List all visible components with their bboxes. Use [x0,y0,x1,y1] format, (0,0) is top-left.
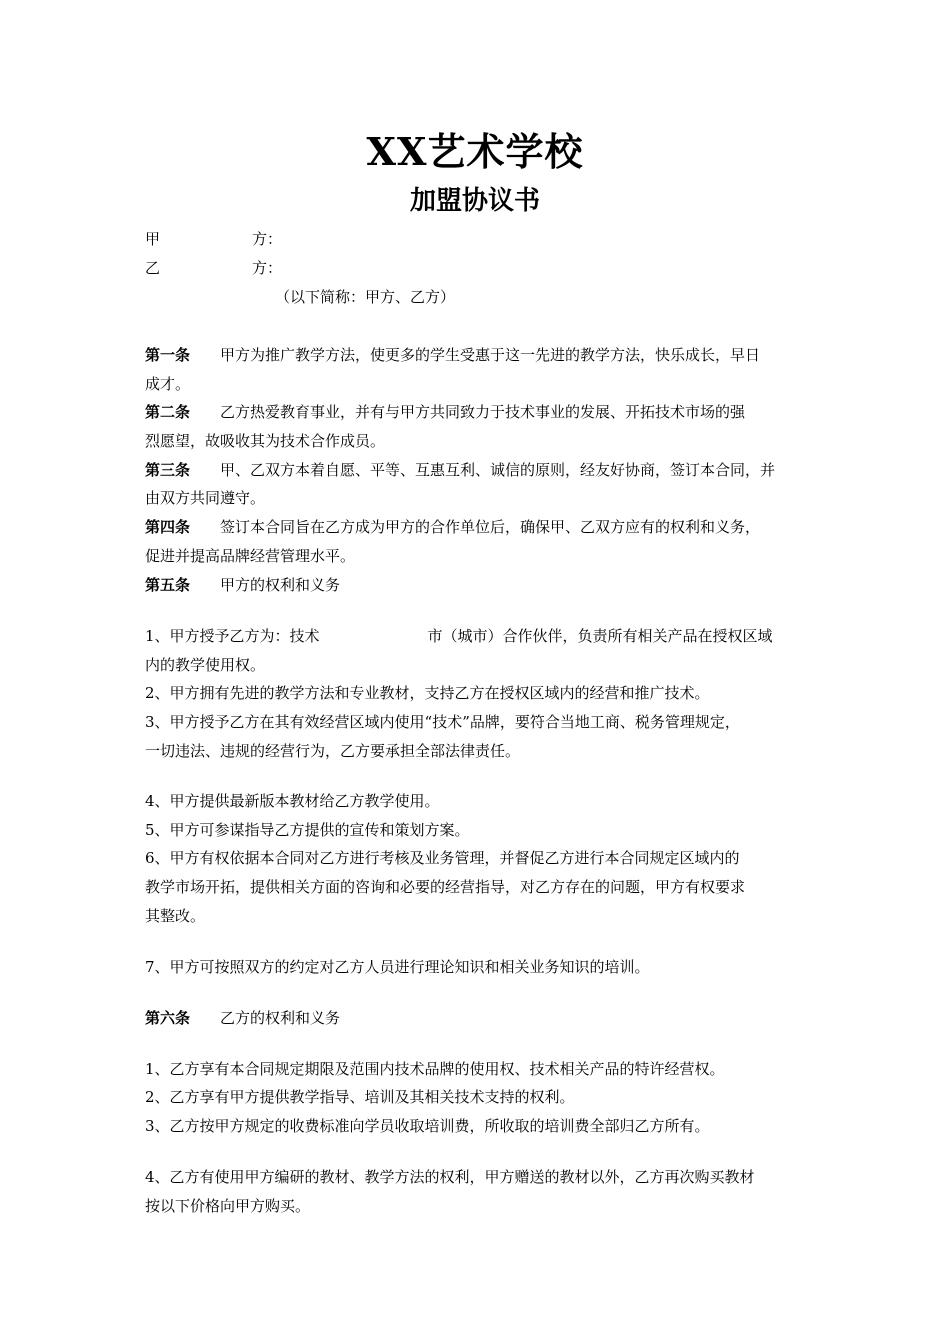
article-6-label: 第六条 [145,1009,191,1027]
party-a-clause-1-cont: 内的教学使用权。 [145,656,266,674]
article-3-cont: 由双方共同遵守。 [145,489,266,507]
article-4-cont: 促进并提高品牌经营管理水平。 [145,547,356,565]
party-a-clause-1-part2: 市（城市）合作伙伴，负责所有相关产品在授权区域 [427,627,773,645]
article-4-label: 第四条 [145,518,191,536]
article-3-text: 甲、乙双方本着自愿、平等、互惠互利、诚信的原则，经友好协商，签订本合同，并 [220,461,776,479]
party-a-clause-1 [145,622,810,651]
party-a-clause-7: 7、甲方可按照双方的约定对乙方人员进行理论知识和相关业务知识的培训。 [145,958,650,976]
document-title: XX艺术学校 [366,129,584,174]
party-b-suffix: 方： [252,259,283,277]
article-3-label: 第三条 [145,461,191,479]
party-a-clause-3: 3、甲方授予乙方在其有效经营区域内使用“技术”品牌，要符合当地工商、税务管理规定， [145,713,740,731]
article-1-label: 第一条 [145,346,191,364]
party-a-label: 甲 [145,230,161,248]
party-a-line [145,225,810,254]
article-3 [145,456,810,485]
party-a-clause-3-cont: 一切违法、违规的经营行为，乙方要承担全部法律责任。 [145,742,521,760]
party-a-clause-1-part1: 1、甲方授予乙方为：技术 [145,627,320,645]
party-b-clause-4-cont: 按以下价格向甲方购买。 [145,1197,311,1215]
party-a-clause-6: 6、甲方有权依据本合同对乙方进行考核及业务管理，并督促乙方进行本合同规定区域内的 [145,849,740,867]
party-b-label: 乙 [145,259,161,277]
article-2-text: 乙方热爱教育事业，并有与甲方共同致力于技术事业的发展、开拓技术市场的强 [220,403,746,421]
article-1 [145,341,810,370]
article-2-label: 第二条 [145,403,191,421]
party-b-clause-4: 4、乙方有使用甲方编研的教材、教学方法的权利，甲方赠送的教材以外，乙方再次购买教材 [145,1168,755,1186]
article-5 [145,571,810,600]
party-b-clause-3: 3、乙方按甲方规定的收费标准向学员收取培训费，所收取的培训费全部归乙方所有。 [145,1117,710,1135]
article-6 [145,1004,810,1033]
article-2-cont: 烈愿望，故吸收其为技术合作成员。 [145,432,386,450]
article-5-text: 甲方的权利和义务 [220,576,341,594]
party-a-clause-5: 5、甲方可参谋指导乙方提供的宣传和策划方案。 [145,821,470,839]
abbreviation-note: （以下简称：甲方、乙方） [275,288,456,306]
article-1-text: 甲方为推广教学方法，使更多的学生受惠于这一先进的教学方法，快乐成长，早日 [220,346,761,364]
party-a-clause-6-cont: 教学市场开拓，提供相关方面的咨询和必要的经营指导，对乙方存在的问题，甲方有权要求 [145,878,746,896]
article-2 [145,398,810,427]
party-b-clause-1: 1、乙方享有本合同规定期限及范围内技术品牌的使用权、技术相关产品的特许经营权。 [145,1060,725,1078]
article-5-label: 第五条 [145,576,191,594]
party-a-suffix: 方： [252,230,283,248]
party-b-clause-2: 2、乙方享有甲方提供教学指导、培训及其相关技术支持的权利。 [145,1088,575,1106]
article-4-text: 签订本合同旨在乙方成为甲方的合作单位后，确保甲、乙双方应有的权利和义务， [220,518,761,536]
article-4 [145,513,810,542]
article-6-text: 乙方的权利和义务 [220,1009,341,1027]
document-subtitle: 加盟协议书 [409,186,540,216]
article-1-cont: 成才。 [145,375,191,393]
party-a-clause-4: 4、甲方提供最新版本教材给乙方教学使用。 [145,792,440,810]
party-a-clause-2: 2、甲方拥有先进的教学方法和专业教材，支持乙方在授权区域内的经营和推广技术。 [145,684,710,702]
party-b-line [145,254,810,283]
party-a-clause-6-cont2: 其整改。 [145,907,206,925]
